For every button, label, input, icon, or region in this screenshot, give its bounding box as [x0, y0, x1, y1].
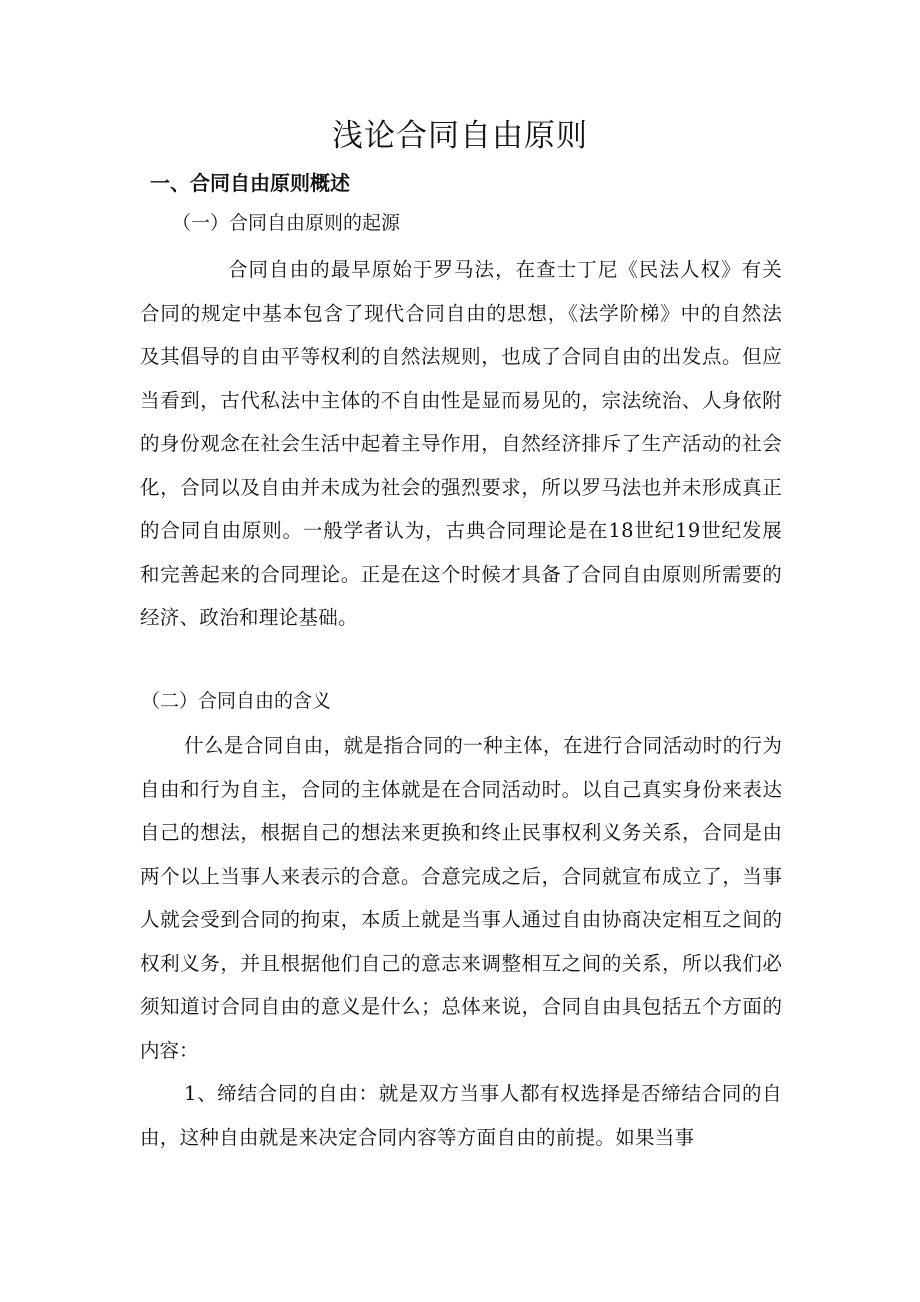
- list-item-freedom-to-contract: 1、缔结合同的自由：就是双方当事人都有权选择是否缔结合同的自由，这种自由就是来决定合同内容等方面自由的前提。如果当事: [140, 1082, 782, 1149]
- document-title: 浅论合同自由原则: [332, 118, 588, 154]
- paragraph-origin: 合同自由的最早原始于罗马法，在查士丁尼《民法人权》有关合同的规定中基本包含了现代合同自由的思想，《法学阶梯》中的自然法及其倡导的自由平等权利的自然法规则，也成了合同自由的出发点。但应当看到，古代私法中主体的不自由性是显而易见的，宗法统治、人身依附的身份观念在社会生活中起着主导作用，自然经济排斥了生产活动的社会化，合同以及自由并未成为社会的强烈要求，所以罗马法也并未形成真正的合同自由原则。一般学者认为，古典合同理论是在18世纪19世纪发展和完善起来的合同理论。正是在这个时候才具备了合同自由原则所需要的经济、政治和理论基础。: [140, 258, 782, 629]
- section-heading: 一、合同自由原则概述: [150, 171, 350, 195]
- subsection-heading-origin: （一）合同自由原则的起源: [172, 212, 401, 234]
- paragraph-meaning: 什么是合同自由，就是指合同的一种主体，在进行合同活动时的行为自由和行为自主，合同的主体就是在合同活动时。以自己真实身份来表达自己的想法，根据自己的想法来更换和终止民事权利义务关系，合同是由两个以上当事人来表示的合意。合意完成之后，合同就宣布成立了，当事人就会受到合同的拘束，本质上就是当事人通过自由协商决定相互之间的权利义务，并且根据他们自己的意志来调整相互之间的关系，所以我们必须知道讨合同自由的意义是什么；总体来说，合同自由具包括五个方面的内容：: [140, 734, 782, 1062]
- subsection-heading-meaning: （二）合同自由的含义: [141, 690, 332, 712]
